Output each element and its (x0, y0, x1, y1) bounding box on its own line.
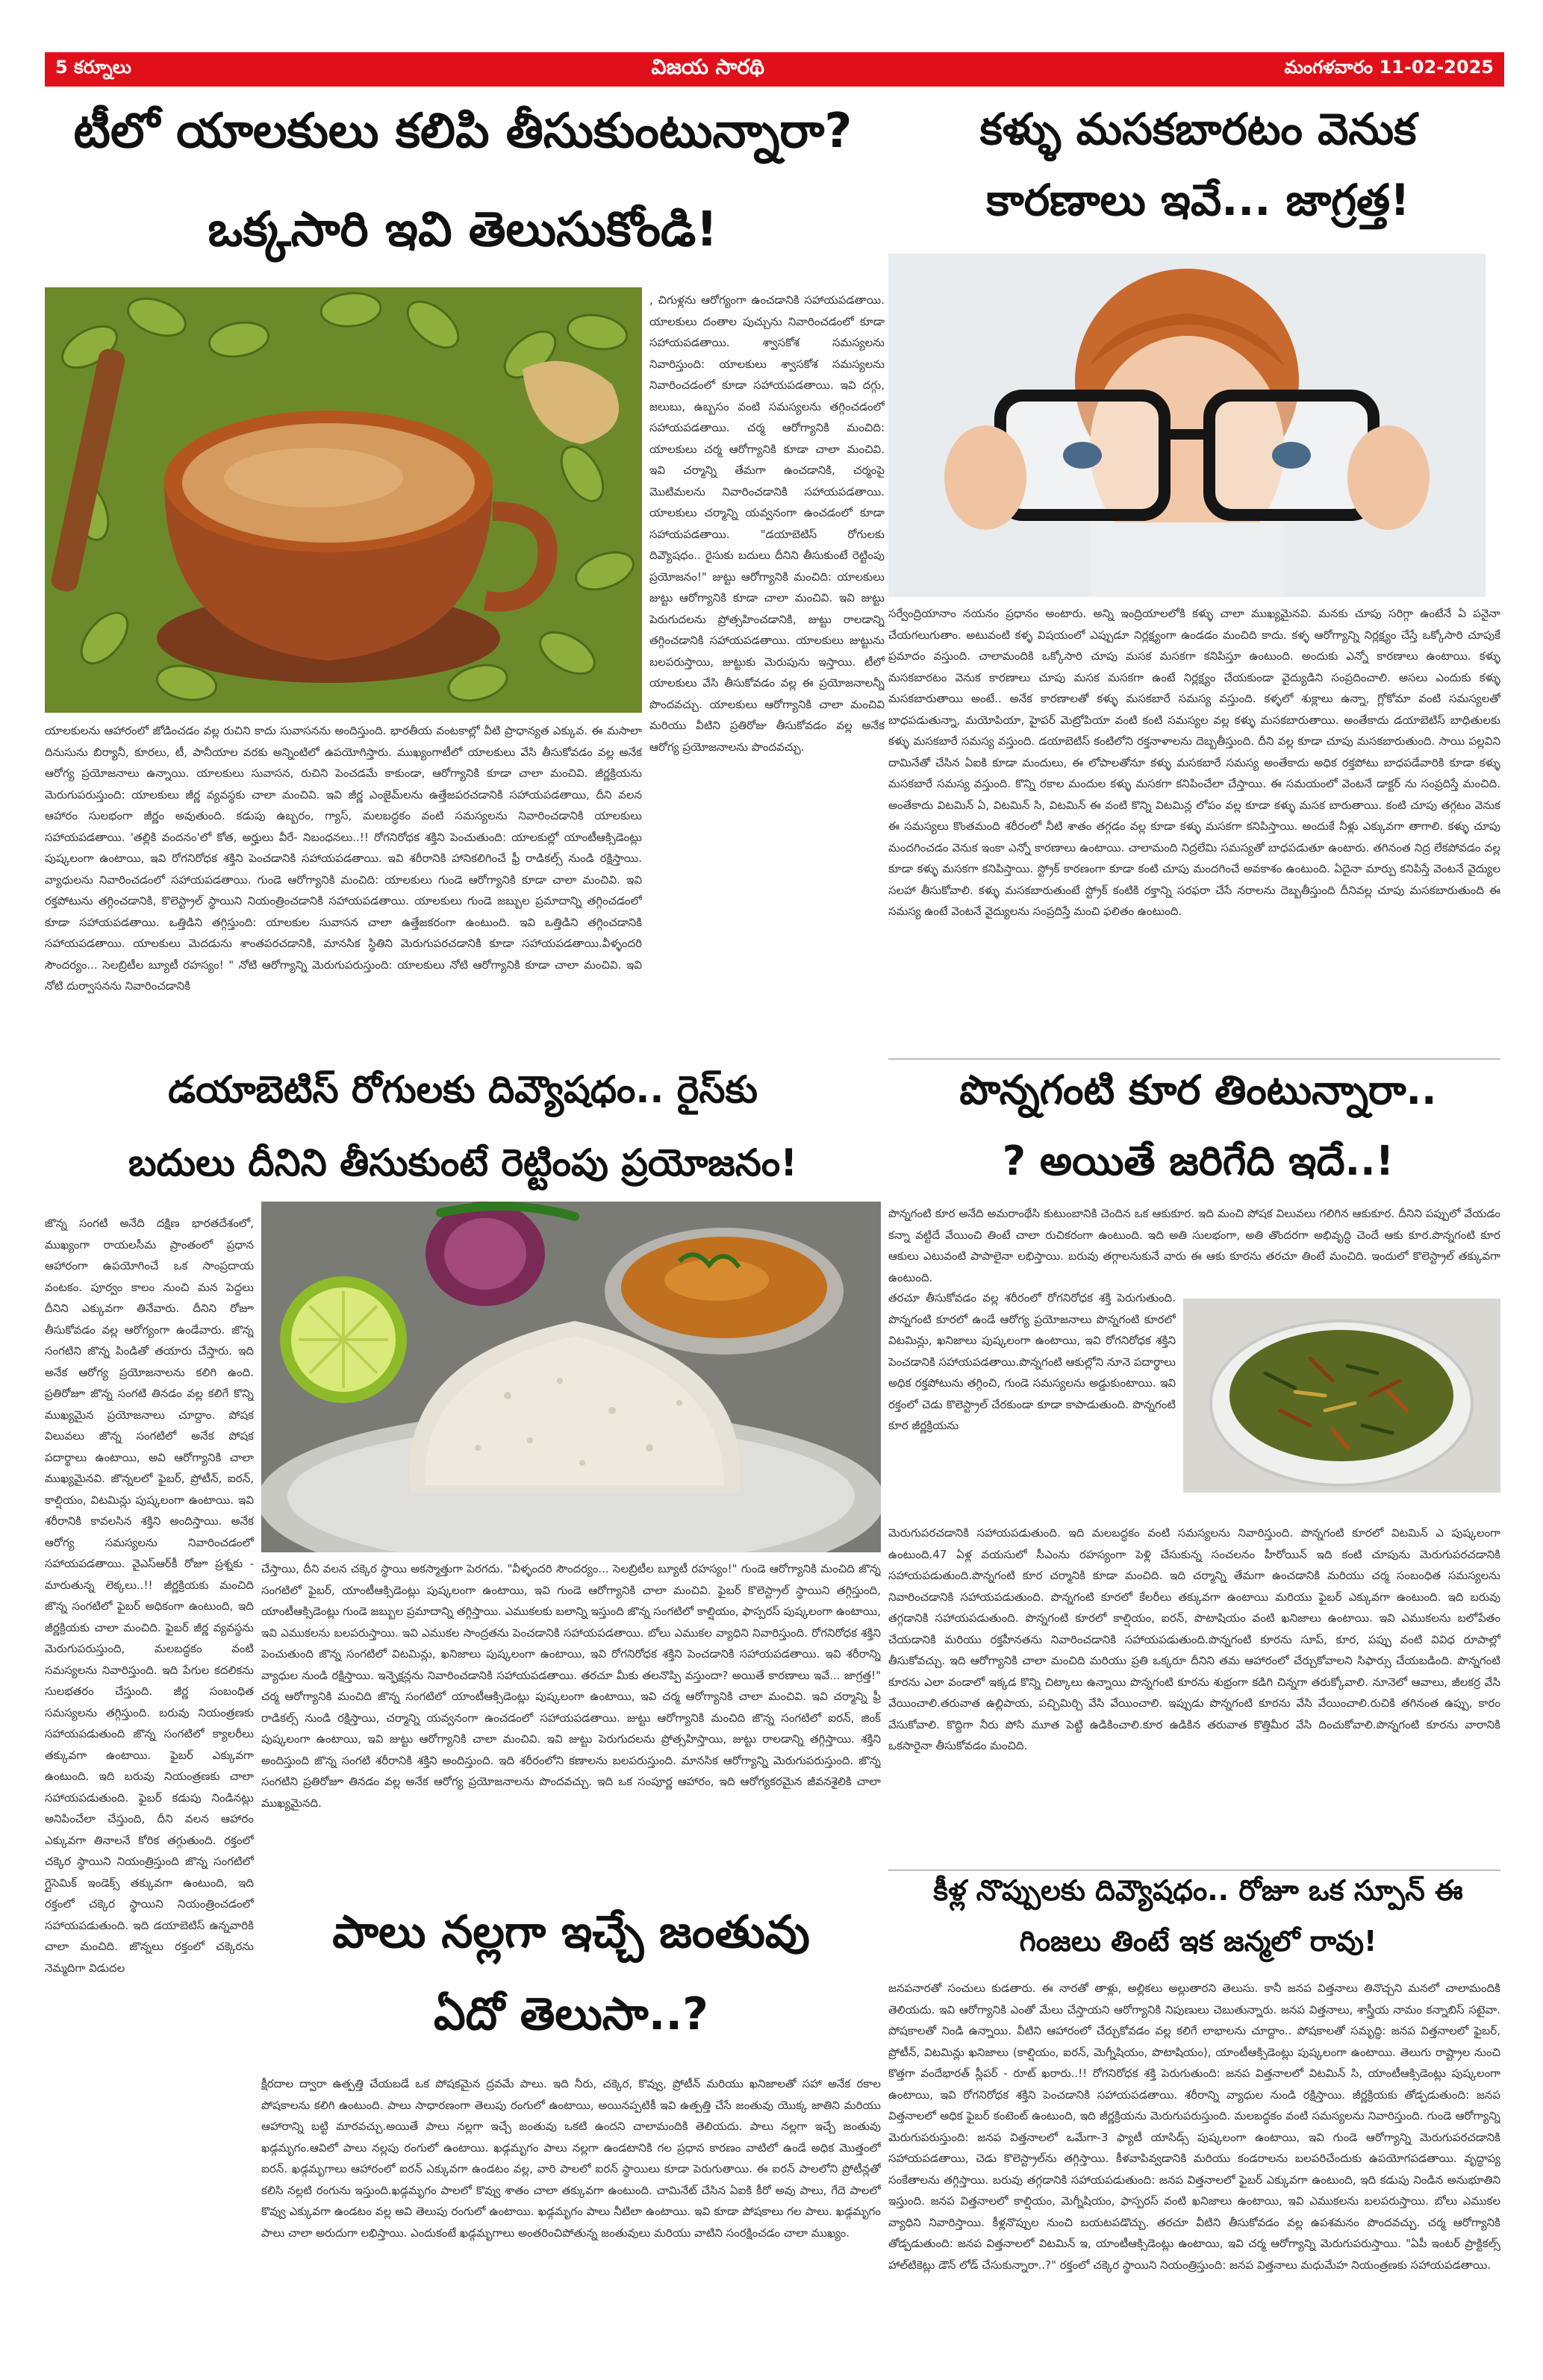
ponnaganti-body-text: మెరుగుపరచడానికి సహాయపడుతుంది. ఇది మలబద్ధకం వంటి సమస్యలను నివారిస్తుంది. పొన్నగంటి కూరలో విటమిన్ ఎ పుష్కలంగా ఉంటుంది.47 ఏళ్ల వయసులో సీఎంను రహస్యంగా పెళ్లి చేసుకున్న సంచలనం హీరోయిన్ ఇది కంటి చూపును మెరుగుపరచడానికి సహాయపడుతుంది.పొన్నగంటి కూర చర్మానికి కూడా మంచిది. ఇది చర్మాన్ని తేమగా ఉంచడానికి మరియు చర్మ సంబంధిత సమస్యలను నివారించడానికి సహాయపడుతుంది. పొన్నగంటి కూరలో కేలరీలు తక్కువగా ఉంటాయి మరియు ఫైబర్ ఎక్కువగా ఉంటుంది. ఇది బరువు తగ్గడానికి సహాయపడుతుంది. పొన్నగంటి కూరలో కాల్షియం, ఐరన్, పొటాషియం వంటి ఖనిజాలు ఉంటాయి. ఇవి ఎముకలను బలోపేతం చేయడానికి మరియు రక్తహీనతను నివారించడానికి సహాయపడుతుంది.పొన్నగంటి కూరను సూప్, కూర, పప్పు వంటి వివిధ రూపాల్లో తీసుకోవచ్చు. ఇది ఆరోగ్యానికి చాలా మంచిది మరియు ప్రతి ఒక్కరూ దీనిని తమ ఆహారంలో చేర్చుకోవాలని సిఫార్సు చేయబడింది. పొన్నగంటి కూరను ఎలా వండాలో ఇక్కడ కొన్ని చిట్కాలు ఉన్నాయి పొన్నగంటి కూరను శుభ్రంగా కడిగి చిన్నగా తరుక్కోవాలి. నూనెలో ఆవాలు, జీలకర్ర వేసి వేయించాలి.తరువాత ఉల్లిపాయ, పచ్చిమిర్చి వేసి వేయించాలి. ఇప్పుడు పొన్నగంటి కూరను వేసి వేయించాలి.రుచికి తగినంత ఉప్పు, కారం వేసుకోవాలి. కొద్దిగా నీరు పోసి మూత పెట్టి ఉడికించాలి.కూర ఉడికిన తరువాత కొత్తిమీర వేసి దించుకోవాలి.పొన్నగంటి కూరను వారానికి ఒకసారైనా తీసుకోవడం మంచిది. (888, 1526, 1500, 1752)
ponnaganti-headline-1: పొన్నగంటి కూర తింటున్నారా.. (959, 1066, 1437, 1114)
seeds-body-text: జనపనారతో సంచులు కుడతారు. ఈ నారతో తాళ్లు, అల్లికలు అల్లుతారని తెలుసు. కానీ జనప విత్తనాలు తినొచ్చని మనలో చాలామందికి తెలియదు. ఇవి ఆరోగ్యానికి ఎంతో మేలు చేస్తాయని ఆరోగ్యానికి నిపుణులు చెబుతున్నారు. జనప విత్తనాలు, శాస్త్రీయ నామం కన్నాబిస్ సటైవా. పోషకాలతో నిండి ఉన్నాయి. వీటిని ఆహారంలో చేర్చుకోవడం వల్ల కలిగే లాభాలను చూద్దాం.. పోషకాలతో సమృద్ధి: జనప విత్తనాలలో ఫైబర్, ప్రోటీన్, విటమిన్లు ఖనిజాలు (కాల్షియం, ఐరన్, మెగ్నీషియం, పొటాషియం), యాంటీఆక్సిడెంట్లు పుష్కలంగా ఉంటాయి. తెలుగు రాష్ట్రాల నుంచి కొత్తగా వందేభారత్ స్లీపర్ - రూట్ ఖరారు..!! రోగనిరోధక శక్తి పెరుగుతుంది: జనప విత్తనాలలో విటమిన్ సి, యాంటీఆక్సిడెంట్లు పుష్కలంగా ఉంటాయి, ఇవి రోగనిరోధక శక్తిని పెంచడానికి సహాయపడతాయి. శరీరాన్ని వ్యాధుల నుండి రక్షిస్తాయి. జీర్ణక్రియకు తోడ్పడుతుంది: జనప విత్తనాలలో అధిక ఫైబర్ కంటెంట్ ఉంటుంది, ఇది జీర్ణక్రియను మెరుగుపరుస్తుంది. మలబద్ధకం వంటి సమస్యలను నివారిస్తుంది. గుండె ఆరోగ్యాన్ని మెరుగుపరుస్తుంది: జనప విత్తనాలలో ఒమేగా-3 ఫ్యాటీ యాసిడ్స్ పుష్కలంగా ఉంటాయి, ఇవి గుండె ఆరోగ్యాన్ని మెరుగుపరచడానికి సహాయపడతాయి, చెడు కొలెస్ట్రాల్‌ను తగ్గిస్తాయి. కీళవాపివ్వడానికి మరియు కండరాలను బలపరిచేందుకు ఉపయోగపడతాయి. వృద్ధాప్య సంకేతాలను తగ్గిస్తాయి. బరువు తగ్గడానికి సహాయపడుతుంది: జనప విత్తనాలలో ఫైబర్ ఎక్కువగా ఉంటుంది, ఇది కడుపు నిండిన అనుభూతిని ఇస్తుంది. జనప విత్తనాలలో కాల్షియం, మెగ్నీషియం, ఫాస్పరస్ వంటి ఖనిజాలు ఉంటాయి, ఇవి ఎముకలను బలపరుస్తాయి. బోలు ఎముకల వ్యాధిని నివారిస్తాయి. కీళ్లనొప్పుల నుంచి బయటపడొచ్చు. తరచూ వీటిని తీసుకోవడం వల్ల ఉపశమనం పొందవచ్చు. చర్మ ఆరోగ్యానికి తోడ్పడుతుంది: జనప విత్తనాలలో విటమిన్ ఇ, యాంటీఆక్సిడెంట్లు ఉంటాయి, ఇవి చర్మ ఆరోగ్యాన్ని మెరుగుపరుస్తాయి. "ఏపీ ఇంటర్ ప్రాక్టికల్స్ హాల్‌టికెట్లు డౌన్ లోడ్ చేసుకున్నారా..?" రక్తంలో చక్కెర స్థాయిని నియంత్రిస్తుంది: జనప విత్తనాలు మధుమేహ నియంత్రణకు సహాయపడతాయి. (888, 1981, 1500, 2272)
tea-photo (45, 287, 642, 713)
divider-right-bottom (888, 1870, 1500, 1871)
boy-holding-glasses-photo-icon (888, 254, 1486, 597)
eyes-body-text: సర్వేంద్రియానాం నయనం ప్రధానం అంటారు. అన్ని ఇంద్రియాలలోకి కళ్ళు చాలా ముఖ్యమైనవి. మనకు చూపు సరిగ్గా ఉంటేనే ఏ పనైనా చేయగలుగుతాం. అటువంటి కళ్ళ విషయంలో ఎప్పుడూ నిర్లక్ష్యంగా ఉండడం మంచిది కాదు. కళ్ళ ఆరోగ్యాన్ని నిర్లక్ష్యం చేస్తే ఒక్కోసారి చూపుకే ప్రమాదం వస్తుంది. చాలామందికి ఒక్కోసారి చూపు మసక మసకగా కనిపిస్తూ ఉంటుంది. అందుకు ఎన్నో కారణాలు ఉంటాయి. కళ్ళు మసకబారటం వెనుక కారణాలు చూపు మసక మసకగా ఉంటే నిర్లక్ష్యం చేయకుండా వైద్యుడిని సంప్రదించాలి. అసలు ఎందుకు కళ్ళు మసకబారుతాయి అంటే.. అనేక కారణాలతో కళ్ళు మసకబారే సమస్య వస్తుంది. కళ్ళలో శుక్లాలు ఉన్నా, గ్లోకోమా వంటి సమస్యలతో బాధపడుతున్నా, మయోపియా, హైపర్ మెట్రోపియా వంటి కంటి సమస్యల వల్ల కళ్ళు మసకబారుతాయి. అంతేకాదు డయాబెటిస్ బాధితులకు కళ్ళు మసకబారే సమస్య వస్తుంది. డయాబెటిస్ కంటిలోని రక్తనాళాలను దెబ్బతీస్తుంది. దీని వల్ల కూడా చూపు మసకబారుతుంది. సాయి పల్లవిని దామినేతో చేసిన ఏఐకి కూడా మందులు, ఈ లోపాలతోనూ కళ్ళు మసకబారే సమస్య అంతేకాదు అధిక రక్తపోటు బాధపడేవారికి కూడా కళ్ళు మసకబారే సమస్య వస్తుంది. కొన్ని రకాల మందుల కళ్ళు మసకగా కనిపించేలా చేస్తాయి. ఈ సమయంలో వెంటనే డాక్టర్ ను సంప్రదిస్తే మంచిది. అంతేకాదు విటమిన్ ఏ, విటమిన్ సి, విటమిన్ ఈ వంటి కొన్ని విటమిన్ల లోపం వల్ల కూడా కళ్ళు మసక బారుతాయి. కంటి చూపు తగ్గటం వెనుక ఈ సమస్యలు కొంతమంది శరీరంలో నీటి శాతం తగ్గడం వల్ల కూడా కళ్ళు మసకగా కనిపిస్తాయి. అందుకే నీళ్లు ఎక్కువగా తాగాలి. కళ్ళు చూపు మందగించడం వెనుక ఇంకా ఎన్నో కారణాలు ఉంటాయి. చాలామంది నిద్రలేమి సమస్యతో బాధపడుతూ ఉంటారు. తగినంత నిద్ర లేకపోవడం వల్ల కూడా కళ్ళు మసకగా కనిపిస్తాయి. స్ట్రోక్ కారణంగా కూడా కంటి చూపు మందగించే అవకాశం ఉంటుంది. ఏదైనా మార్పు కనిపిస్తే వెంటనే వైద్యుల సలహా తీసుకోవాలి. కళ్ళు మసకబారుతుంటే స్ట్రోక్ కంటికి రక్తాన్ని సరఫరా చేసే నరాలను దెబ్బతీస్తుంది దీనివల్ల చూపు మసకబారుతుంది ఈ సమస్య ఉంటే వెంటనే వైద్యులను సంప్రదిస్తే మంచి ఫలితం ఉంటుంది. (888, 607, 1500, 918)
milk-body-text: క్షీరదాల ద్వారా ఉత్పత్తి చేయబడే ఒక పోషకమైన ద్రవమే పాలు. ఇది నీరు, చక్కెర, కొవ్వు, ప్రోటీన్ మరియు ఖనిజాలతో సహా అనేక రకాల పోషకాలను కలిగి ఉంటుంది. పాలు సాధారణంగా తెలుపు రంగులో ఉంటాయి, అయినప్పటికీ ఇవి ఉత్పత్తి చేసే జంతువు యొక్క జాతిని మరియు ఆహారాన్ని బట్టి మారవచ్చు.అయితే పాలు నల్లగా ఇచ్చే జంతువు ఒకటి ఉందని చాలామందికి తెలియదు. పాలు నల్లగా ఇచ్చే జంతువు ఖడ్గమృగం.ఆవిలో పాలు నల్లపు రంగులో ఉంటాయి. ఖడ్గమృగం పాలు నల్లగా ఉండటానికి గల ప్రధాన కారణం వాటిలో ఉండే అధిక మొత్తంలో ఐరన్. ఖడ్గమృగాలు ఆహారంలో ఐరన్ ఎక్కువగా ఉండటం వల్ల, వారి పాలలో ఐరన్ స్థాయిలు కూడా పెరుగుతాయి. ఈ ఐరన్ పాలలోని ప్రోటీన్లతో కలిసి నల్లటి రంగును ఇస్తుంది.ఖడ్గమృగం పాలలో కొవ్వు శాతం చాలా తక్కువగా ఉంటుంది. చామినేట్ చేసిన ఏఐకి కీరో అవు పాలు, గేదె పాలలో కొవ్వు ఎక్కువగా ఉండటం వల్ల అవి తెలుపు రంగులో ఉంటాయి. ఖడ్గమృగం పాలు నీటిలా ఉంటాయి. ఇవి కూడా పోషకాలు గల పాలు. ఖడ్గమృగం పాలు చాలా అరుదుగా లభిస్తాయి. ఎందుకంటే ఖడ్గమృగాలు అంతరించిపోతున్న జంతువులు మరియు వాటిని సంరక్షించడం చాలా ముఖ్యం. (261, 2077, 881, 2240)
jowar-sangati-with-curry-photo-icon (261, 1202, 881, 1552)
ponnaganti-intro-text: పొన్నగంటి కూర అనేది అమరాంథేసి కుటుంబానికి చెందిన ఒక ఆకుకూర. ఇది మంచి పోషక విలువలు గలిగిన ఆకుకూర. దీనిని పప్పులో వేయడం కన్నా వట్టిదే వేయించి తింటే చాలా రుచికరంగా ఉంటుంది. ఇది అతి సులభంగా, అతి తొందరగా అభివృద్ధి చెందే ఆకు కూర.పొన్నగంటి కూర ఆకులు ఎటువంటి పాపాలైనా లభిస్తాయి. బరువు తగ్గాలనుకునే వారు ఈ ఆకు కూరను తరచూ తింటే మంచిది. ఇందులో కొలెస్ట్రాల్ తక్కువగా ఉంటుంది. (888, 1207, 1500, 1284)
tea-headline-1: టీలో యాలకులు కలిపి తీసుకుంటున్నారా? (73, 104, 852, 159)
millet-headline-1: డయాబెటిస్ రోగులకు దివ్యౌషధం.. రైస్‌కు (168, 1068, 758, 1111)
ponnaganti-headline-2: ? అయితే జరిగేది ఇదే..! (1002, 1137, 1394, 1184)
eyes-headline-1: కళ్ళు మసకబారటం వెనుక (979, 104, 1417, 154)
millet-photo (261, 1202, 881, 1552)
ponnaganti-curry-bowl-photo-icon (1183, 1299, 1500, 1493)
tea-body-text: యాలకులను ఆహారంలో జోడించడం వల్ల రుచిని కాదు సువాసనను అందిస్తుంది. భారతీయ వంటకాల్లో వీటి ప్రాధాన్యత ఎక్కువ. ఈ మసాలా దినుసును బిర్యానీ, కూరలు, టీ, పానీయాల వరకు అన్నింటిలో ఉపయోగిస్తారు. ముఖ్యంగాటీలో యాలకులు వేసి తీసుకోవడం వల్ల అనేక ఆరోగ్య ప్రయోజనాలు ఉన్నాయి. యాలకులు సువాసన, రుచిని పెంచడమే కాకుండా, ఆరోగ్యానికి కూడా చాలా మంచివి. జీర్ణక్రియను మెరుగుపరుస్తుంది: యాలకులు జీర్ణ వ్యవస్థకు చాలా మంచివి. ఇవి జీర్ణ ఎంజైమ్‌లను ఉత్తేజపరచడానికి సహాయపడతాయి, దీని వలన ఆహారం సులభంగా జీర్ణం అవుతుంది. కడుపు ఉబ్బరం, గ్యాస్, మలబద్ధకం వంటి సమస్యలను నివారించడానికి యాలకులు సహాయపడతాయి. 'తల్లికి వందనం'లో కోత, అర్హులు వీరే- నిబంధనలు..!! రోగనిరోధక శక్తిని పెంచుతుంది: యాలకుల్లో యాంటీఆక్సిడెంట్లు పుష్కలంగా ఉంటాయి, ఇవి రోగనిరోధక శక్తిని పెంచడానికి సహాయపడతాయి. ఇవి శరీరానికి హానికలిగించే ఫ్రీ రాడికల్స్ నుండి రక్షిస్తాయి. వ్యాధులను నివారించడంలో సహాయపడతాయి. గుండె ఆరోగ్యానికి మంచిది: యాలకులు గుండె ఆరోగ్యానికి కూడా చాలా మంచివి. ఇవి రక్తపోటును తగ్గించడానికి, కొలెస్ట్రాల్ స్థాయిని నియంత్రించడానికి సహాయపడతాయి. యాలకులు గుండె జబ్బుల ప్రమాదాన్ని తగ్గించడంలో కూడా సహాయపడతాయి. ఒత్తిడిని తగ్గిస్తుంది: యాలకుల సువాసన చాలా ఉత్తేజకరంగా ఉంటుంది. ఇవి ఒత్తిడిని తగ్గించడానికి సహాయపడతాయి. యాలకులు మెదడును శాంతపరచడానికి, మానసిక స్థితిని మెరుగుపరచడానికి కూడా సహాయపడతాయి.వీళ్ళందరి సౌందర్యం... సెలబ్రిటీల బ్యూటీ రహస్యం! " నోటి ఆరోగ్యాన్ని మెరుగుపరుస్తుంది: యాలకులు నోటి ఆరోగ్యానికి కూడా చాలా మంచివి. ఇవి నోటి దుర్వాసనను నివారించడానికి (45, 724, 642, 993)
tea-side-column: , చిగుళ్లను ఆరోగ్యంగా ఉంచడానికి సహాయపడతాయి. యాలకులు దంతాల పుచ్చును నివారించడంలో కూడా సహాయపడతాయి. శ్వాసకోశ సమస్యలను నివారిస్తుంది: యాలకులు శ్వాసకోశ సమస్యలను నివారించడంలో కూడా సహాయపడతాయి. ఇవి దగ్గు, జలుబు, ఉబ్బసం వంటి సమస్యలను తగ్గించడంలో సహాయపడతాయి. చర్మ ఆరోగ్యానికి మంచిది: యాలకులు చర్మ ఆరోగ్యానికి కూడా చాలా మంచివి. ఇవి చర్మాన్ని తేమగా ఉంచడానికి, చర్మంపై మొటిమలను నివారించడానికి సహాయపడతాయి. యాలకులు చర్మాన్ని యవ్వనంగా ఉంచడంలో కూడా సహాయపడతాయి. "డయాబెటిస్ రోగులకు దివ్యౌషధం.. రైసుకు బదులు దీనిని తీసుకుంటే రెట్టింపు ప్రయోజనం!" జుట్టు ఆరోగ్యానికి మంచిది: యాలకులు జుట్టు ఆరోగ్యానికి కూడా చాలా మంచివి. ఇవి జుట్టు పెరుగుదలను ప్రోత్సహించడానికి, జుట్టు రాలడాన్ని తగ్గించడానికి సహాయపడతాయి. యాలకులు జుట్టును బలపరుస్తాయి, జుట్టుకు మెరుపును ఇస్తాయి. టీలో యాలకులు వేసి తీసుకోవడం వల్ల ఈ ప్రయోజనాలన్నీ పొందవచ్చు. యాలకులు ఆరోగ్యానికి చాలా మంచివి మరియు వీటిని ప్రతిరోజు తీసుకోవడం వల్ల అనేక ఆరోగ్య ప్రయోజనాలను పొందవచ్చు. (649, 293, 885, 754)
millet-headline-2: బదులు దీనిని తీసుకుంటే రెట్టింపు ప్రయోజనం! (128, 1141, 798, 1184)
millet-left-column: జొన్న సంగటి అనేది దక్షిణ భారతదేశంలో, ముఖ్యంగా రాయలసీమ ప్రాంతంలో ప్రధాన ఆహారంగా ఉపయోగించే ఒక సాంప్రదాయ వంటకం. పూర్వం కాలం నుంచి మన పెద్దలు దీనిని ఎక్కువగా తినేవారు. దీనిని రోజూ తీసుకోవడం వల్ల ఆరోగ్యంగా ఉండేవారు. జొన్న సంగటిని జొన్న పిండితో తయారు చేస్తారు. ఇది అనేక ఆరోగ్య ప్రయోజనాలను కలిగి ఉంది. ప్రతిరోజూ జొన్న సంగటి తినడం వల్ల కలిగే కొన్ని ముఖ్యమైన ప్రయోజనాలు చూద్దాం. పోషక విలువలు జొన్న సంగటిలో అనేక పోషక పదార్థాలు ఉంటాయి, అవి ఆరోగ్యానికి చాలా ముఖ్యమైనవి. జొన్నలలో ఫైబర్, ప్రోటీన్, ఐరన్, కాల్షియం, విటమిన్లు పుష్కలంగా ఉంటాయి. ఇవి శరీరానికి కావలసిన శక్తిని అందిస్తాయి. అనేక ఆరోగ్య సమస్యలను నివారించడంలో సహాయపడతాయి. వైఎస్‌ఆర్‌కీ రోజూ ప్రశ్నకు - మారుతున్న లెక్కలు..!! జీర్ణక్రియకు మంచిది జొన్న సంగటిలో ఫైబర్ అధికంగా ఉంటుంది, ఇది జీర్ణక్రియకు చాలా మంచిది. ఫైబర్ జీర్ణ వ్యవస్థను మెరుగుపరుస్తుంది, మలబద్ధకం వంటి సమస్యలను నివారిస్తుంది. ఇది పేగుల కదలికను సులభతరం చేస్తుంది. జీర్ణ సంబంధిత సమస్యలను తగ్గిస్తుంది. బరువు నియంత్రణకు సహాయపడుతుంది జొన్న సంగటిలో క్యాలరీలు తక్కువగా ఉంటాయి. ఫైబర్ ఎక్కువగా ఉంటుంది. ఇది బరువు నియంత్రణకు చాలా సహాయపడుతుంది. ఫైబర్ కడుపు నిండినట్లు అనిపించేలా చేస్తుంది, దీని వలన ఆహారం ఎక్కువగా తినాలనే కోరిక తగ్గుతుంది. రక్తంలో చక్కెర స్థాయిని నియంత్రిస్తుంది జొన్న సంగటిలో గ్లైసెమిక్ ఇండెక్స్ తక్కువగా ఉంటుంది, ఇది రక్తంలో చక్కెర స్థాయిని నియంత్రించడంలో సహాయపడుతుంది. ఇది డయాబెటిస్ ఉన్నవారికి చాలా మంచిది. జొన్నలు రక్తంలో చక్కెరను నెమ్మదిగా విడుదల (45, 1216, 254, 1975)
divider-right-top (888, 1058, 1500, 1060)
seeds-headline-2: గింజలు తింటే ఇక జన్మలో రావు! (1019, 1925, 1377, 1958)
eyes-headline-2: కారణాలు ఇవే... జాగ్రత్త! (986, 175, 1410, 225)
tea-headline-2: ఒక్కసారి ఇవి తెలుసుకోండి! (208, 202, 718, 257)
ponnaganti-photo (1183, 1299, 1500, 1493)
milk-headline-1: పాలు నల్లగా ఇచ్చే జంతువు (332, 1906, 810, 1958)
issue-date: మంగళవారం 11-02-2025 (1284, 57, 1494, 78)
millet-body-text: చేస్తాయి, దీని వలన చక్కెర స్థాయి అకస్మాత్తుగా పెరగదు. "వీళ్ళందరి సౌందర్యం... సెలబ్రిటీల బ్యూటీ రహస్యం!" గుండె ఆరోగ్యానికి మంచిది జొన్న సంగటిలో ఫైబర్, యాంటీఆక్సిడెంట్లు పుష్కలంగా ఉంటాయి, ఇవి గుండె ఆరోగ్యానికి చాలా మంచివి. ఫైబర్ కొలెస్ట్రాల్ స్థాయిని తగ్గిస్తుంది, యాంటీఆక్సిడెంట్లు గుండె జబ్బుల ప్రమాదాన్ని తగ్గిస్తాయి. ఎముకలకు బలాన్ని ఇస్తుంది జొన్న సంగటిలో కాల్షియం, ఫాస్పరస్ పుష్కలంగా ఉంటాయి, ఇవి ఎముకలను బలపరుస్తాయి. ఇవి ఎముకల సాంద్రతను పెంచడానికి సహాయపడతాయి. బోలు ఎముకల వ్యాధిని నివారిస్తుంది. రోగనిరోధక శక్తిని పెంచుతుంది జొన్న సంగటిలో విటమిన్లు, ఖనిజాలు పుష్కలంగా ఉంటాయి, ఇవి రోగనిరోధక శక్తిని పెంచడానికి సహాయపడతాయి. ఇవి శరీరాన్ని వ్యాధుల నుండి రక్షిస్తాయి. ఇన్ఫెక్షన్లను నివారించడానికి సహాయపడతాయి. తరచూ మీకు తలనొప్పి వస్తుందా? అయితే కారణాలు ఇవే... జాగ్రత్త!" చర్మ ఆరోగ్యానికి మంచిది జొన్న సంగటిలో యాంటీఆక్సిడెంట్లు పుష్కలంగా ఉంటాయి, ఇవి చర్మ ఆరోగ్యానికి చాలా మంచివి. ఇవి చర్మాన్ని ఫ్రీ రాడికల్స్ నుండి రక్షిస్తాయి, చర్మాన్ని యవ్వనంగా ఉంచడంలో సహాయపడతాయి. జుట్టు ఆరోగ్యానికి మంచిది జొన్న సంగటిలో ఐరన్, జింక్ పుష్కలంగా ఉంటాయి, ఇవి జుట్టు ఆరోగ్యానికి చాలా మంచివి. ఇవి జుట్టు పెరుగుదలను ప్రోత్సహిస్తాయి, జుట్టు రాలడాన్ని తగ్గిస్తాయి. శక్తిని అందిస్తుంది జొన్న సంగటి శరీరానికి శక్తిని అందిస్తుంది. ఇది శరీరంలోని కణాలను బలపరుస్తుంది. మానసిక ఆరోగ్యాన్ని మెరుగుపరుస్తుంది. జొన్న సంగటిని ప్రతిరోజూ తినడం వల్ల అనేక ఆరోగ్య ప్రయోజనాలను పొందవచ్చు. ఇది ఒక సంపూర్ణ ఆహారం, ఇది ఆరోగ్యకరమైన జీవనశైలికి చాలా ముఖ్యమైనది. (261, 1562, 881, 1810)
eyes-photo (888, 254, 1486, 597)
seeds-headline-1: కీళ్ల నొప్పులకు దివ్యౌషధం.. రోజూ ఒక స్పూన్ ఈ (933, 1874, 1463, 1907)
page-label: 5 కర్నూలు (55, 57, 131, 78)
milk-headline-2: ఏదో తెలుసా..? (434, 1988, 708, 2040)
paper-name: విజయ సారథి (651, 54, 764, 79)
tea-cup-with-cardamom-photo-icon (45, 287, 642, 713)
ponnaganti-side-column: తరచూ తీసుకోవడం వల్ల శరీరంలో రోగనిరోధక శక్తి పెరుగుతుంది. పొన్నగంటి కూరలో ఉండే ఆరోగ్య ప్రయోజనాలు పొన్నగంటి కూరలో విటమిన్లు, ఖనిజాలు పుష్కలంగా ఉంటాయి, ఇవి రోగనిరోధక శక్తిని పెంచడానికి సహాయపడతాయి.పొన్నగంటి ఆకుల్లోని నూనె పదార్థాలు అధిక రక్తపోటును తగ్గించి, గుండె సమస్యలను అడ్డుకుంటాయి. ఇవి రక్తంలో చెడు కొలెస్ట్రాల్ చేరకుండా కూడా కాపాడుతుంది. పొన్నగంటి కూర జీర్ణక్రియను (888, 1291, 1176, 1432)
masthead-band (45, 52, 1504, 87)
